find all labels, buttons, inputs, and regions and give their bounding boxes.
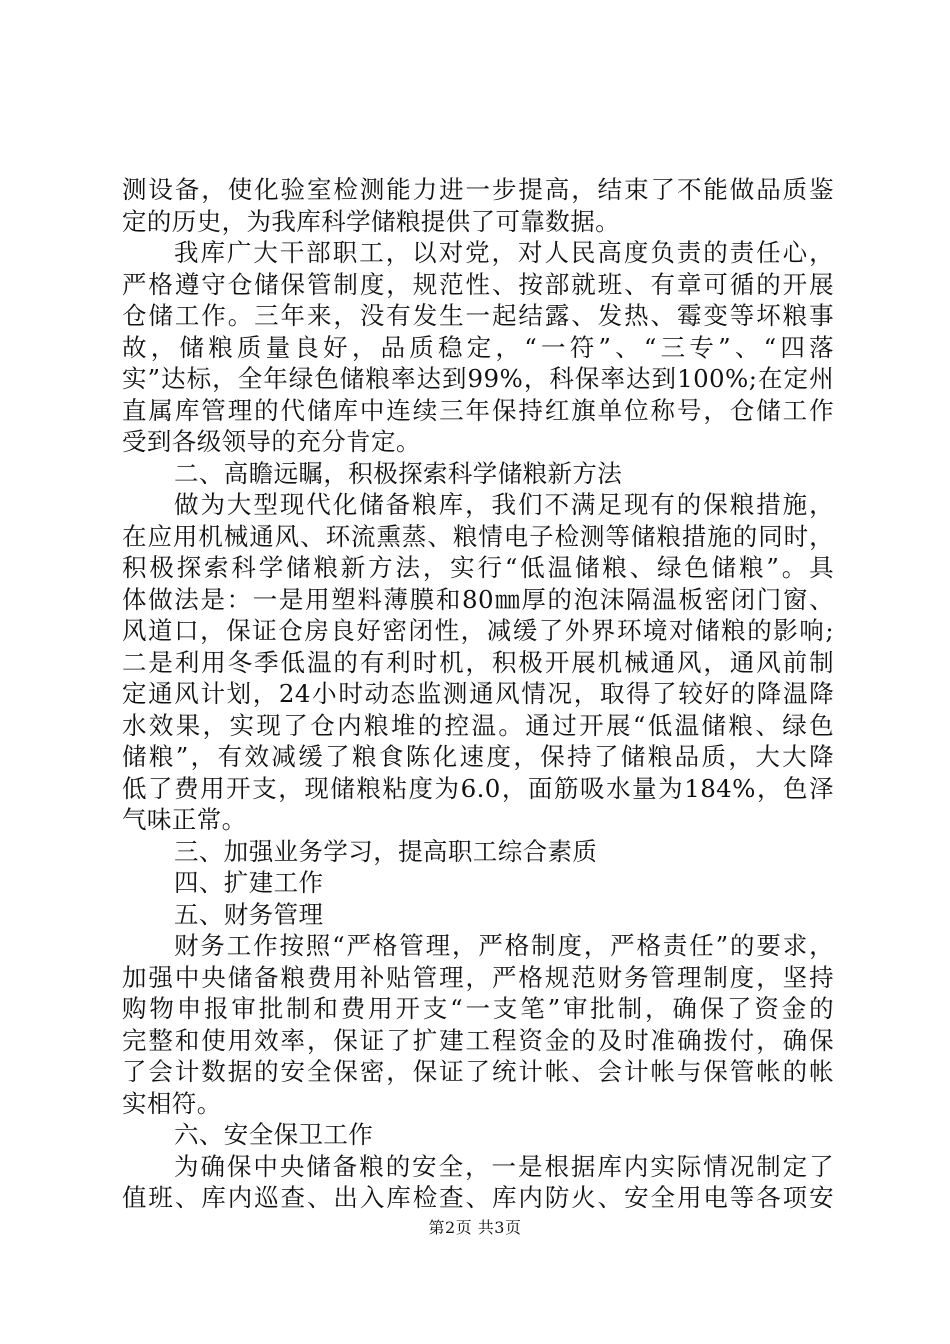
text-line: 实”达标，全年绿色储粮率达到99%，科保率达到100%;在定州 [122, 364, 834, 393]
document-body [122, 174, 834, 1214]
text-line: 测设备，使化验室检测能力进一步提高，结束了不能做品质鉴 [122, 175, 834, 204]
text-line: 储粮”，有效减缓了粮食陈化速度，保持了储粮品质，大大降 [122, 742, 834, 771]
page-footer: 第2页 共3页 [428, 1218, 522, 1237]
text-line: 气味正常。 [122, 805, 247, 834]
text-line: 水效果，实现了仓内粮堆的控温。通过开展“低温储粮、绿色 [122, 710, 834, 740]
text-line: 购物申报审批制和费用开支“一支笔”审批制，确保了资金的 [122, 994, 834, 1023]
text-line: 受到各级领导的充分肯定。 [122, 427, 421, 456]
text-line: 六、安全保卫工作 [174, 1120, 374, 1149]
text-line: 在应用机械通风、环流熏蒸、粮情电子检测等储粮措施的同时， [122, 521, 834, 551]
text-line: 实相符。 [122, 1088, 222, 1118]
text-line: 四、扩建工作 [174, 868, 324, 897]
text-line: 定通风计划，24小时动态监测通风情况，取得了较好的降温降 [122, 679, 834, 708]
text-line: 直属库管理的代储库中连续三年保持红旗单位称号，仓储工作 [122, 395, 834, 425]
text-line: 二是利用冬季低温的有利时机，积极开展机械通风，通风前制 [122, 647, 834, 677]
text-line: 仓储工作。三年来，没有发生一起结露、发热、霉变等坏粮事 [122, 301, 834, 330]
text-line: 做为大型现代化储备粮库，我们不满足现有的保粮措施， [174, 490, 834, 519]
text-line: 为确保中央储备粮的安全，一是根据库内实际情况制定了 [174, 1151, 834, 1181]
text-line: 三、加强业务学习，提高职工综合素质 [174, 836, 598, 866]
text-line: 五、财务管理 [174, 899, 324, 929]
text-line: 定的历史，为我库科学储粮提供了可靠数据。 [122, 206, 620, 236]
text-line: 风道口，保证仓房良好密闭性，减缓了外界环境对储粮的影响; [122, 616, 834, 645]
text-line: 低了费用开支，现储粮粘度为6.0，面筋吸水量为184%，色泽 [122, 773, 834, 803]
text-line: 财务工作按照“严格管理，严格制度，严格责任”的要求， [174, 931, 834, 960]
text-line: 值班、库内巡查、出入库检查、库内防火、安全用电等各项安 [122, 1183, 834, 1212]
text-line: 积极探索科学储粮新方法，实行“低温储粮、绿色储粮”。具 [122, 553, 834, 582]
text-line: 我库广大干部职工，以对党，对人民高度负责的责任心， [174, 238, 834, 267]
text-line: 加强中央储备粮费用补贴管理，严格规范财务管理制度，坚持 [122, 962, 834, 992]
text-line: 完整和使用效率，保证了扩建工程资金的及时准确拨付，确保 [122, 1025, 834, 1055]
text-line: 了会计数据的安全保密，保证了统计帐、会计帐与保管帐的帐 [122, 1057, 834, 1086]
text-line: 严格遵守仓储保管制度，规范性、按部就班、有章可循的开展 [122, 269, 834, 299]
text-line: 二、高瞻远瞩，积极探索科学储粮新方法 [174, 458, 623, 488]
text-line: 体做法是：一是用塑料薄膜和80㎜厚的泡沫隔温板密闭门窗、 [122, 584, 834, 614]
text-line: 故，储粮质量良好，品质稳定，“一符”、“三专”、“四落 [122, 332, 834, 362]
